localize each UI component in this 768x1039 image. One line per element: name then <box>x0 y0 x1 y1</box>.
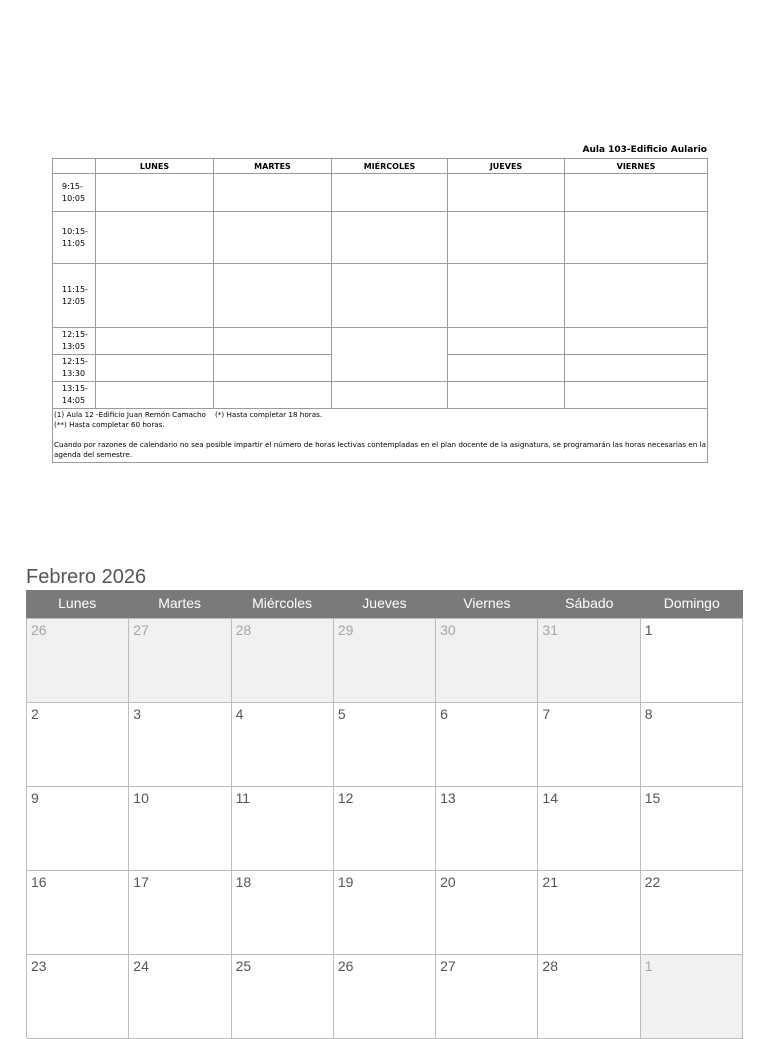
calendar-day[interactable] <box>436 703 538 787</box>
schedule-cell <box>214 328 332 355</box>
day-number: 15 <box>644 790 661 806</box>
weekday-label: Sábado <box>565 595 614 611</box>
calendar-day[interactable] <box>27 871 129 955</box>
day-number: 8 <box>644 706 653 722</box>
calendar-day[interactable] <box>232 703 334 787</box>
calendar-day[interactable] <box>232 955 334 1039</box>
schedule-row <box>53 212 708 264</box>
day-number: 28 <box>542 958 558 974</box>
calendar-day[interactable] <box>641 787 743 871</box>
calendar-day[interactable] <box>538 871 640 955</box>
calendar-day-outside-month[interactable] <box>641 955 743 1039</box>
time-slot: 9:15- 10:05 <box>53 174 96 212</box>
day-number: 26 <box>337 958 354 974</box>
schedule-cell <box>448 382 565 409</box>
day-number: 28 <box>235 622 252 638</box>
time-slot: 10:15- 11:05 <box>53 212 96 264</box>
day-number: 6 <box>440 706 448 722</box>
weekday-label: Domingo <box>663 595 720 611</box>
day-number: 31 <box>542 622 558 638</box>
schedule-cell-merged <box>332 328 448 382</box>
calendar-title: Febrero 2026 <box>26 566 147 588</box>
calendar-day[interactable] <box>27 787 129 871</box>
calendar-day[interactable] <box>129 703 231 787</box>
calendar-day[interactable] <box>129 955 231 1039</box>
schedule-cell <box>96 382 214 409</box>
schedule-cell <box>214 174 332 212</box>
day-number: 22 <box>644 874 661 890</box>
calendar-day[interactable] <box>641 619 743 703</box>
schedule-cell <box>332 382 448 409</box>
calendar-day[interactable] <box>641 703 743 787</box>
schedule-cell <box>214 382 332 409</box>
day-number: 26 <box>31 622 47 638</box>
calendar-day[interactable] <box>334 703 436 787</box>
note-line: (1) Aula 12 -Edificio Juan Remón Camacho (*) Hasta completar 18 horas. <box>54 410 323 419</box>
schedule-cell <box>565 382 708 409</box>
schedule-row <box>53 264 708 328</box>
calendar-day[interactable] <box>538 703 640 787</box>
schedule-cell <box>448 328 565 355</box>
schedule-cell <box>448 174 565 212</box>
calendar-day-outside-month[interactable] <box>538 619 640 703</box>
day-number: 4 <box>235 706 244 722</box>
calendar-day[interactable] <box>436 787 538 871</box>
schedule-cell <box>565 264 708 328</box>
schedule-cell <box>96 264 214 328</box>
schedule-cell <box>214 264 332 328</box>
day-number: 11 <box>235 790 251 806</box>
calendar-day-outside-month[interactable] <box>334 619 436 703</box>
day-number: 23 <box>31 958 47 974</box>
classroom-location: Aula 103-Edificio Aulario <box>582 145 707 155</box>
schedule-cell <box>332 264 448 328</box>
day-number: 24 <box>133 958 149 974</box>
schedule-header-row <box>53 159 708 174</box>
time-header <box>53 159 96 174</box>
calendar-day[interactable] <box>129 787 231 871</box>
day-header: VIERNES <box>565 159 708 174</box>
day-number: 27 <box>440 958 456 974</box>
day-header: MARTES <box>214 159 332 174</box>
calendar-day-outside-month[interactable] <box>27 619 129 703</box>
calendar-day[interactable] <box>232 787 334 871</box>
day-number: 21 <box>542 874 558 890</box>
weekday-label: Martes <box>158 595 202 611</box>
calendar-day[interactable] <box>538 955 640 1039</box>
day-number: 19 <box>337 874 354 890</box>
schedule-cell <box>565 212 708 264</box>
time-slot: 12:15- 13:05 <box>53 328 96 355</box>
day-number: 27 <box>133 622 149 638</box>
calendar-day[interactable] <box>27 703 129 787</box>
day-number: 14 <box>542 790 558 806</box>
day-number: 16 <box>31 874 47 890</box>
schedule-row <box>53 174 708 212</box>
calendar-day[interactable] <box>129 871 231 955</box>
schedule-cell <box>565 328 708 355</box>
calendar-day[interactable] <box>641 871 743 955</box>
day-number: 29 <box>337 622 354 638</box>
schedule-cell <box>448 264 565 328</box>
day-number: 10 <box>133 790 149 806</box>
day-header: LUNES <box>96 159 214 174</box>
schedule-cell <box>332 174 448 212</box>
note-spacer <box>54 430 706 440</box>
day-number: 20 <box>440 874 456 890</box>
schedule-cell <box>214 355 332 382</box>
note-line: (**) Hasta completar 60 horas. <box>54 420 165 429</box>
day-number: 12 <box>337 790 354 806</box>
day-number: 3 <box>133 706 142 722</box>
calendar-day[interactable] <box>334 955 436 1039</box>
calendar-day[interactable] <box>334 787 436 871</box>
calendar-day[interactable] <box>436 871 538 955</box>
day-number: 13 <box>440 790 456 806</box>
day-header: JUEVES <box>448 159 565 174</box>
calendar-grid <box>26 618 743 1038</box>
schedule-cell <box>565 174 708 212</box>
calendar-day[interactable] <box>27 955 129 1039</box>
note-line: Cuando por razones de calendario no sea posible impartir el número de horas lectivas contempladas en el plan docente de la asignatura, se programarán las horas necesarias en la agenda del semestre. <box>54 440 706 459</box>
schedule-cell <box>96 174 214 212</box>
notes-row <box>53 409 708 463</box>
calendar-day-outside-month[interactable] <box>436 619 538 703</box>
schedule-row <box>53 328 708 355</box>
schedule-cell <box>565 355 708 382</box>
calendar-day-outside-month[interactable] <box>232 619 334 703</box>
schedule-notes <box>53 409 708 463</box>
day-number: 9 <box>31 790 39 806</box>
weekday-label: Jueves <box>362 595 407 611</box>
day-number: 7 <box>542 706 551 722</box>
calendar-day[interactable] <box>232 871 334 955</box>
day-header: MIÉRCOLES <box>332 159 448 174</box>
schedule-cell <box>448 212 565 264</box>
schedule-cell <box>96 355 214 382</box>
day-number: 25 <box>235 958 252 974</box>
day-number: 1 <box>644 958 653 974</box>
calendar-day[interactable] <box>538 787 640 871</box>
weekday-label: Lunes <box>58 595 97 611</box>
weekday-label: Miércoles <box>252 595 312 611</box>
day-number: 30 <box>440 622 456 638</box>
time-slot: 11:15- 12:05 <box>53 264 96 328</box>
weekday-label: Viernes <box>463 595 511 611</box>
calendar-day[interactable] <box>334 871 436 955</box>
day-number: 18 <box>235 874 252 890</box>
calendar-day[interactable] <box>436 955 538 1039</box>
schedule-table <box>52 158 708 463</box>
day-number: 1 <box>644 622 653 638</box>
schedule-cell <box>448 355 565 382</box>
day-number: 2 <box>31 706 39 722</box>
schedule-cell <box>332 212 448 264</box>
day-number: 5 <box>337 706 346 722</box>
schedule-cell <box>214 212 332 264</box>
schedule-cell <box>96 328 214 355</box>
time-slot: 12:15- 13:30 <box>53 355 96 382</box>
day-number: 17 <box>133 874 149 890</box>
calendar-day-outside-month[interactable] <box>129 619 231 703</box>
time-slot: 13:15- 14:05 <box>53 382 96 409</box>
schedule-cell <box>96 212 214 264</box>
calendar-weekday-header <box>26 590 743 618</box>
schedule-row <box>53 382 708 409</box>
